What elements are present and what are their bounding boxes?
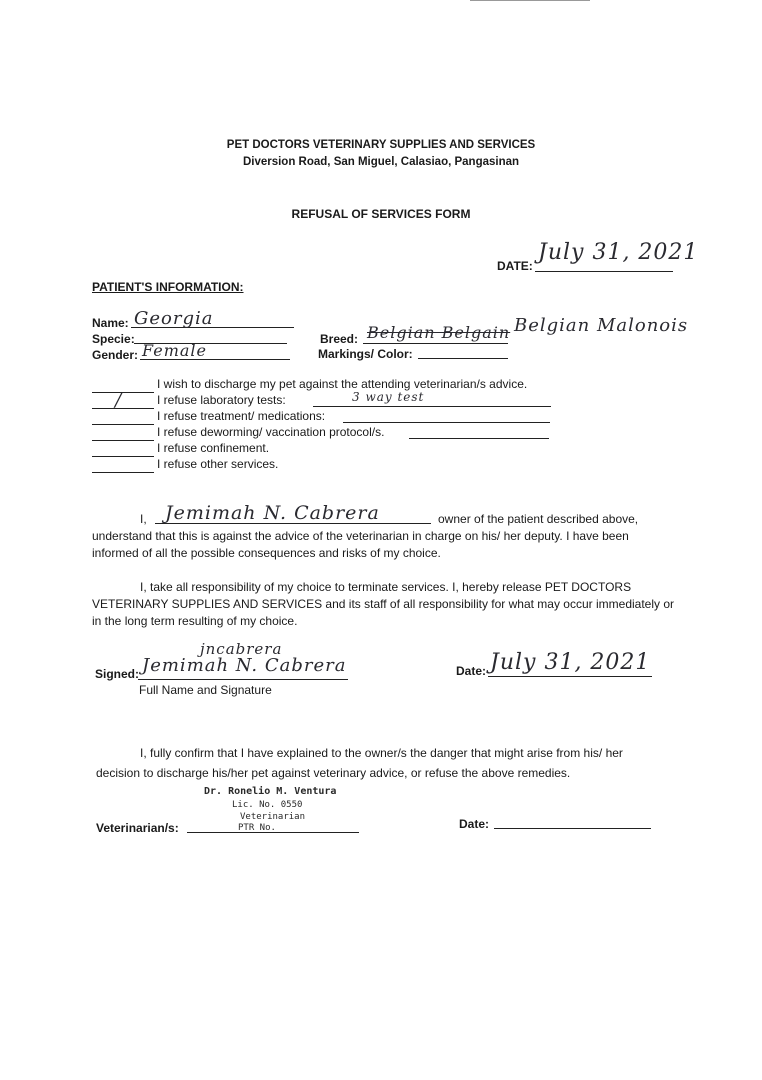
company-name: PET DOCTORS VETERINARY SUPPLIES AND SERVICES xyxy=(226,139,536,151)
breed-value: Belgian Malonois xyxy=(514,315,689,336)
patient-section-title: PATIENT'S INFORMATION: xyxy=(92,280,244,294)
stamp-name: Dr. Ronelio M. Ventura xyxy=(204,786,337,797)
breed-struck-value: Belgian Belgain xyxy=(367,323,511,342)
signature-caption: Full Name and Signature xyxy=(139,683,272,697)
signature-line xyxy=(138,679,348,680)
option-text-5: I refuse confinement. xyxy=(157,441,270,455)
signature-mark: jncabrera xyxy=(200,640,283,658)
veterinarian-line xyxy=(187,832,359,833)
signature-date-line xyxy=(488,676,652,677)
option-detail-line-2 xyxy=(313,406,551,407)
company-address: Diversion Road, San Miguel, Calasiao, Pangasinan xyxy=(242,156,520,168)
signed-label: Signed: xyxy=(95,667,139,681)
gender-value: Female xyxy=(142,341,207,360)
specie-label: Specie: xyxy=(92,332,135,346)
statement2-line1: I, take all responsibility of my choice to terminate services. I, hereby release PET DOCTORS xyxy=(140,580,632,594)
option-text-2: I refuse laboratory tests: xyxy=(157,393,286,407)
owner-name-value: Jemimah N. Cabrera xyxy=(165,502,380,524)
stamp-title: Veterinarian xyxy=(240,812,306,822)
gender-label: Gender: xyxy=(92,348,139,362)
option-detail-line-4 xyxy=(409,438,549,439)
option-checkline-6 xyxy=(92,472,154,473)
option-mark-2: / xyxy=(115,390,123,411)
veterinarian-label: Veterinarian/s: xyxy=(96,821,179,835)
breed-line xyxy=(363,343,508,344)
stamp-license: Lic. No. 0550 xyxy=(232,800,303,810)
statement1-line3: informed of all the possible consequences and risks of my choice. xyxy=(92,546,441,560)
statement1-line1-rest: owner of the patient described above, xyxy=(438,512,639,526)
breed-label: Breed: xyxy=(320,332,359,346)
confirmation-line2: decision to discharge his/her pet against veterinary advice, or refuse the above remedies. xyxy=(96,766,571,780)
vet-date-line xyxy=(494,828,651,829)
form-title: REFUSAL OF SERVICES FORM xyxy=(291,207,471,221)
vet-date-label: Date: xyxy=(459,817,490,831)
option-checkline-2 xyxy=(92,408,154,409)
date-line xyxy=(535,271,673,272)
date-label: DATE: xyxy=(497,259,533,273)
option-detail-line-3 xyxy=(343,422,550,423)
date-value: July 31, 2021 xyxy=(538,240,699,265)
name-label: Name: xyxy=(92,316,129,330)
markings-label: Markings/ Color: xyxy=(318,347,413,361)
signature-date-value: July 31, 2021 xyxy=(490,650,651,675)
signature-name: Jemimah N. Cabrera xyxy=(142,655,347,676)
option-text-3: I refuse treatment/ medications: xyxy=(157,409,326,423)
option-text-6: I refuse other services. xyxy=(157,457,279,471)
option-checkline-1 xyxy=(92,392,154,393)
confirmation-line1: I, fully confirm that I have explained to the owner/s the danger that might arise from his/ her xyxy=(140,746,623,760)
markings-line xyxy=(418,358,508,359)
statement1-line2: understand that this is against the advice of the veterinarian in charge on his/ her deputy. I have been xyxy=(92,529,629,543)
option-checkline-5 xyxy=(92,456,154,457)
option-detail-2: 3 way test xyxy=(352,390,425,404)
signature-date-label: Date: xyxy=(456,664,487,678)
statement1-prefix: I, xyxy=(140,512,147,526)
name-value: Georgia xyxy=(134,308,214,329)
stamp-ptr: PTR No. xyxy=(238,823,276,833)
option-text-4: I refuse deworming/ vaccination protocol/s. xyxy=(157,425,385,439)
option-checkline-4 xyxy=(92,440,154,441)
statement2-line2: VETERINARY SUPPLIES AND SERVICES and its staff of all responsibility for what may occur immediately or xyxy=(92,597,675,611)
page-edge-mark xyxy=(470,0,590,1)
option-checkline-3 xyxy=(92,424,154,425)
option-text-1: I wish to discharge my pet against the attending veterinarian/s advice. xyxy=(157,377,528,391)
statement2-line3: in the long term resulting of my choice. xyxy=(92,614,298,628)
